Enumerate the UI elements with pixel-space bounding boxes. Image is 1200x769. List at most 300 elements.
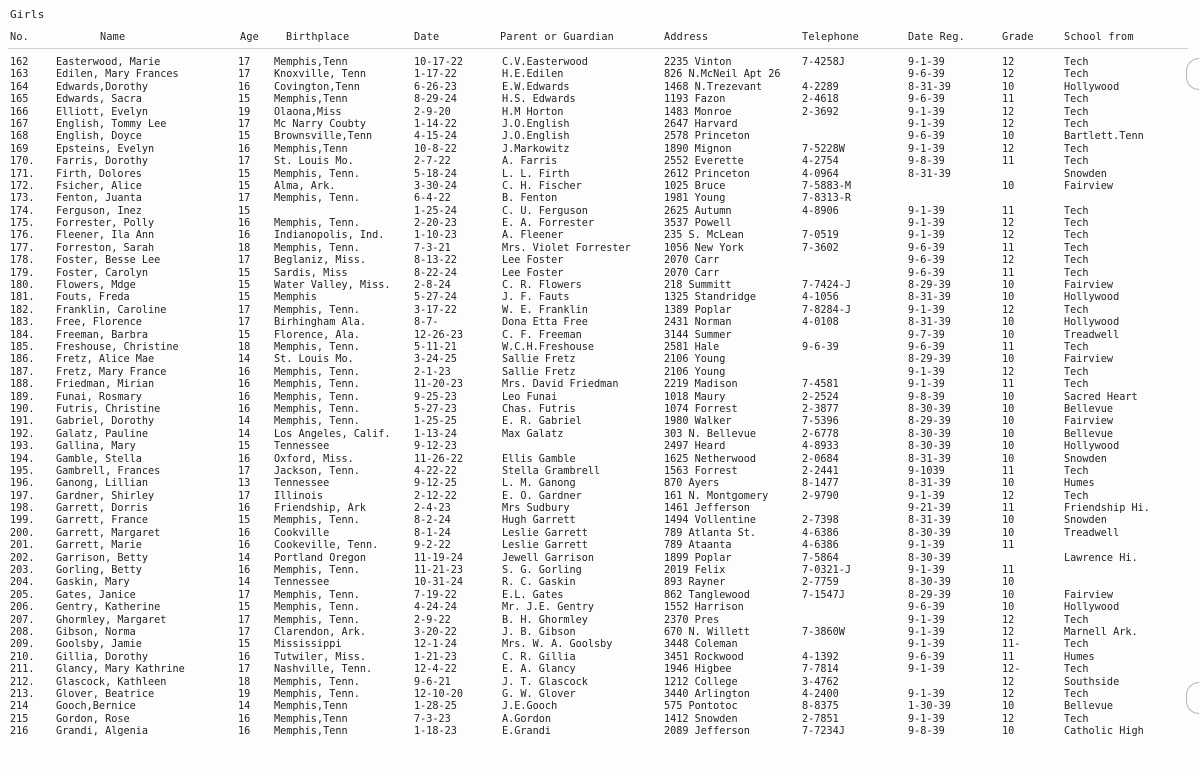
cell-date-reg: 8-31-39 (908, 81, 951, 93)
cell-name: Edwards, Sacra (56, 94, 142, 106)
cell-name: Gillia, Dorothy (56, 651, 149, 663)
cell-birthplace: Memphis, Tenn. (274, 168, 360, 180)
cell-birth-date: 9-6-21 (414, 676, 451, 688)
cell-birth-date: 12-1-24 (414, 639, 457, 651)
cell-school-from: Humes (1064, 478, 1095, 490)
cell-birth-date: 2-9-22 (414, 614, 451, 626)
cell-no: 207. (10, 614, 35, 626)
cell-no: 177. (10, 242, 35, 254)
cell-grade: 11 (1002, 465, 1015, 477)
cell-grade: 11 (1002, 503, 1015, 515)
cell-grade: 10 (1002, 515, 1015, 527)
cell-name: Franklin, Caroline (56, 304, 167, 316)
header-grade: Grade (1002, 32, 1034, 43)
cell-school-from: Bartlett.Tenn (1064, 131, 1144, 143)
cell-address: 2647 Harvard (664, 118, 738, 130)
cell-address: 789 Ataanta (664, 540, 732, 552)
cell-address: 1981 Young (664, 193, 726, 205)
cell-date-reg: 9-1-39 (908, 118, 945, 130)
cell-date-reg: 8-30-39 (908, 441, 951, 453)
table-row (0, 491, 1200, 503)
cell-parent: S. G. Gorling (502, 565, 582, 577)
cell-age: 15 (238, 131, 251, 143)
cell-date-reg: 9-1-39 (908, 57, 945, 68)
cell-telephone: 7-7424-J (802, 280, 852, 292)
cell-birth-date: 10-31-24 (414, 577, 464, 589)
cell-birthplace: Sardis, Miss (274, 267, 348, 279)
cell-age: 17 (238, 465, 251, 477)
cell-school-from: Tech (1064, 267, 1089, 279)
cell-grade: 12 (1002, 676, 1015, 688)
cell-parent: W. E. Franklin (502, 304, 588, 316)
cell-grade: 12- (1002, 664, 1021, 676)
cell-birth-date: 9-2-22 (414, 540, 451, 552)
cell-age: 17 (238, 193, 251, 205)
cell-birthplace: Portland Oregon (274, 552, 367, 564)
cell-birthplace: Olaona,Miss (274, 106, 342, 118)
cell-telephone: 7-4581 (802, 379, 839, 391)
cell-age: 19 (238, 688, 251, 700)
cell-name: Farris, Dorothy (56, 156, 149, 168)
cell-birth-date: 1-28-25 (414, 701, 457, 713)
cell-parent: H.E.Edilen (502, 69, 564, 81)
cell-age: 17 (238, 626, 251, 638)
cell-age: 16 (238, 726, 251, 738)
cell-school-from: Fairview (1064, 354, 1114, 366)
cell-no: 182. (10, 304, 35, 316)
cell-grade: 10 (1002, 527, 1015, 539)
header-divider (8, 48, 1188, 49)
cell-no: 192. (10, 428, 35, 440)
cell-birthplace: Clarendon, Ark. (274, 626, 367, 638)
cell-telephone: 2-0684 (802, 453, 839, 465)
cell-birth-date: 3-20-22 (414, 626, 457, 638)
cell-address: 1625 Netherwood (664, 453, 757, 465)
cell-name: Fretz, Mary France (56, 366, 167, 378)
cell-grade: 12 (1002, 57, 1015, 68)
cell-birthplace: Memphis,Tenn (274, 726, 348, 738)
cell-grade: 10 (1002, 416, 1015, 428)
cell-no: 174. (10, 205, 35, 217)
cell-telephone: 4-2289 (802, 81, 839, 93)
table-row (0, 602, 1200, 614)
cell-school-from: Treadwell (1064, 527, 1120, 539)
cell-parent: Sallie Fretz (502, 366, 576, 378)
cell-birthplace: Jackson, Tenn. (274, 465, 360, 477)
cell-telephone: 8-1477 (802, 478, 839, 490)
cell-name: English, Doyce (56, 131, 142, 143)
cell-name: Gamble, Stella (56, 453, 142, 465)
cell-age: 16 (238, 143, 251, 155)
cell-no: 215 (10, 713, 29, 725)
cell-birth-date: 4-22-22 (414, 465, 457, 477)
cell-telephone: 7-5864 (802, 552, 839, 564)
cell-school-from: Tech (1064, 379, 1089, 391)
table-row (0, 416, 1200, 428)
table-row (0, 689, 1200, 701)
cell-date-reg: 8-30-39 (908, 428, 951, 440)
cell-telephone: 7-5883-M (802, 180, 852, 192)
cell-name: Elliott, Evelyn (56, 106, 149, 118)
cell-school-from: Tech (1064, 304, 1089, 316)
cell-age: 14 (238, 577, 251, 589)
cell-birthplace: Brownsville,Tenn (274, 131, 373, 143)
cell-parent: C. R. Gillia (502, 651, 576, 663)
cell-name: Glascock, Kathleen (56, 676, 167, 688)
cell-birthplace: Water Valley, Miss. (274, 280, 391, 292)
cell-parent: W.C.H.Freshouse (502, 341, 595, 353)
table-row (0, 528, 1200, 540)
cell-parent: E.L. Gates (502, 589, 564, 601)
table-row (0, 57, 1200, 69)
cell-address: 1193 Fazon (664, 94, 726, 106)
cell-address: 2625 Autumn (664, 205, 732, 217)
cell-address: 2431 Norman (664, 317, 732, 329)
cell-grade: 12 (1002, 304, 1015, 316)
cell-parent: C. H. Fischer (502, 180, 582, 192)
header-address: Address (664, 32, 709, 43)
cell-name: Gabriel, Dorothy (56, 416, 155, 428)
cell-birthplace: Memphis, Tenn. (274, 218, 360, 230)
cell-no: 210. (10, 651, 35, 663)
cell-name: Garrett, France (56, 515, 149, 527)
cell-birthplace: Memphis (274, 292, 317, 304)
table-row (0, 230, 1200, 242)
cell-no: 163 (10, 69, 29, 81)
table-row (0, 677, 1200, 689)
cell-age: 16 (238, 81, 251, 93)
cell-date-reg: 9-1-39 (908, 106, 945, 118)
cell-birth-date: 7-3-23 (414, 713, 451, 725)
cell-no: 172. (10, 180, 35, 192)
cell-name: Epsteins, Evelyn (56, 143, 155, 155)
cell-date-reg: 8-30-39 (908, 403, 951, 415)
cell-address: 893 Rayner (664, 577, 726, 589)
cell-no: 169 (10, 143, 29, 155)
cell-date-reg: 8-31-39 (908, 478, 951, 490)
sheet-title: Girls (10, 8, 45, 21)
cell-parent: Max Galatz (502, 428, 564, 440)
cell-grade: 10 (1002, 354, 1015, 366)
cell-birth-date: 2-20-23 (414, 218, 457, 230)
cell-grade: 10 (1002, 403, 1015, 415)
cell-parent: G. W. Glover (502, 688, 576, 700)
table-row (0, 107, 1200, 119)
table-row (0, 292, 1200, 304)
cell-no: 166 (10, 106, 29, 118)
header-school-from: School from (1064, 32, 1134, 43)
cell-date-reg: 9-1-39 (908, 366, 945, 378)
table-row (0, 466, 1200, 478)
cell-telephone: 4-0108 (802, 317, 839, 329)
cell-grade: 10 (1002, 329, 1015, 341)
cell-birthplace: St. Louis Mo. (274, 156, 354, 168)
cell-grade: 10 (1002, 391, 1015, 403)
cell-no: 170. (10, 156, 35, 168)
cell-grade: 10 (1002, 292, 1015, 304)
cell-date-reg: 9-6-39 (908, 255, 945, 267)
cell-school-from: Tech (1064, 57, 1089, 68)
cell-birth-date: 2-9-20 (414, 106, 451, 118)
cell-name: Foster, Carolyn (56, 267, 149, 279)
cell-birth-date: 11-19-24 (414, 552, 464, 564)
cell-birth-date: 1-21-23 (414, 651, 457, 663)
table-row (0, 268, 1200, 280)
cell-no: 199. (10, 515, 35, 527)
cell-school-from: Tech (1064, 106, 1089, 118)
cell-school-from: Fairview (1064, 416, 1114, 428)
cell-age: 17 (238, 589, 251, 601)
cell-parent: Hugh Garrett (502, 515, 576, 527)
cell-birth-date: 11-20-23 (414, 379, 464, 391)
cell-name: Fleener, Ila Ann (56, 230, 155, 242)
cell-age: 17 (238, 664, 251, 676)
cell-no: 190. (10, 403, 35, 415)
cell-address: 303 N. Bellevue (664, 428, 757, 440)
cell-name: Gordon, Rose (56, 713, 130, 725)
table-row (0, 404, 1200, 416)
cell-grade: 11 (1002, 651, 1015, 663)
cell-school-from: Tech (1064, 156, 1089, 168)
table-row (0, 69, 1200, 81)
cell-no: 195. (10, 465, 35, 477)
cell-birth-date: 10-17-22 (414, 57, 464, 68)
header-no: No. (10, 32, 30, 43)
cell-name: Forreston, Sarah (56, 242, 155, 254)
table-row (0, 515, 1200, 527)
cell-grade: 12 (1002, 366, 1015, 378)
header-parent: Parent or Guardian (500, 32, 615, 43)
cell-date-reg: 9-1-39 (908, 688, 945, 700)
cell-grade: 10 (1002, 701, 1015, 713)
cell-telephone: 2-7851 (802, 713, 839, 725)
cell-birthplace: Memphis, Tenn. (274, 515, 360, 527)
header-date: Date (414, 32, 440, 43)
cell-address: 670 N. Willett (664, 626, 750, 638)
cell-address: 1212 College (664, 676, 738, 688)
cell-parent: J. B. Gibson (502, 626, 576, 638)
cell-date-reg: 9-1-39 (908, 565, 945, 577)
cell-school-from: Tech (1064, 242, 1089, 254)
cell-grade: 10 (1002, 428, 1015, 440)
cell-name: Forrester, Polly (56, 218, 155, 230)
cell-telephone: 2-2441 (802, 465, 839, 477)
cell-birthplace: Florence, Ala. (274, 329, 360, 341)
table-row (0, 181, 1200, 193)
cell-birthplace: Tennessee (274, 478, 330, 490)
cell-date-reg: 8-31-39 (908, 317, 951, 329)
cell-age: 16 (238, 565, 251, 577)
cell-parent: Dona Etta Free (502, 317, 588, 329)
cell-grade: 10 (1002, 131, 1015, 143)
cell-age: 16 (238, 230, 251, 242)
table-header (0, 31, 1200, 47)
cell-name: Ganong, Lillian (56, 478, 149, 490)
cell-birth-date: 8-7- (414, 317, 439, 329)
cell-date-reg: 8-31-39 (908, 168, 951, 180)
cell-age: 17 (238, 614, 251, 626)
cell-age: 17 (238, 490, 251, 502)
cell-name: Ghormley, Margaret (56, 614, 167, 626)
cell-name: Garrett, Marie (56, 540, 142, 552)
cell-name: English, Tommy Lee (56, 118, 167, 130)
cell-grade: 11 (1002, 565, 1015, 577)
cell-birth-date: 1-10-23 (414, 230, 457, 242)
cell-no: 208. (10, 626, 35, 638)
cell-school-from: Tech (1064, 688, 1089, 700)
cell-address: 1494 Vollentine (664, 515, 757, 527)
cell-date-reg: 8-29-39 (908, 354, 951, 366)
cell-address: 1483 Monroe (664, 106, 732, 118)
cell-address: 235 S. McLean (664, 230, 744, 242)
table-row (0, 342, 1200, 354)
cell-birthplace: Los Angeles, Calif. (274, 428, 391, 440)
cell-address: 1899 Poplar (664, 552, 732, 564)
cell-birthplace: Memphis, Tenn. (274, 602, 360, 614)
cell-address: 3537 Powell (664, 218, 732, 230)
cell-date-reg: 9-1-39 (908, 626, 945, 638)
cell-birthplace: Covington,Tenn (274, 81, 360, 93)
cell-grade: 12 (1002, 106, 1015, 118)
cell-birth-date: 3-24-25 (414, 354, 457, 366)
cell-date-reg: 9-8-39 (908, 156, 945, 168)
cell-birth-date: 2-8-24 (414, 280, 451, 292)
cell-age: 15 (238, 267, 251, 279)
binder-hole-mark (1186, 682, 1199, 714)
cell-date-reg: 9-1-39 (908, 304, 945, 316)
cell-no: 193. (10, 441, 35, 453)
cell-age: 16 (238, 366, 251, 378)
cell-date-reg: 9-1-39 (908, 639, 945, 651)
cell-address: 1025 Bruce (664, 180, 726, 192)
table-row (0, 131, 1200, 143)
cell-birthplace: Knoxville, Tenn (274, 69, 367, 81)
cell-parent: A.Gordon (502, 713, 552, 725)
table-row (0, 280, 1200, 292)
cell-school-from: Tech (1064, 713, 1089, 725)
table-row (0, 639, 1200, 651)
cell-no: 164 (10, 81, 29, 93)
cell-name: Glover, Beatrice (56, 688, 155, 700)
cell-grade: 12 (1002, 490, 1015, 502)
cell-parent: Leo Funai (502, 391, 558, 403)
cell-address: 2070 Carr (664, 255, 720, 267)
cell-grade: 12 (1002, 218, 1015, 230)
table-row (0, 379, 1200, 391)
cell-telephone: 7-3860W (802, 626, 845, 638)
cell-school-from: Tech (1064, 664, 1089, 676)
cell-age: 15 (238, 280, 251, 292)
cell-school-from: Fairview (1064, 180, 1114, 192)
cell-no: 185. (10, 341, 35, 353)
cell-parent: Leslie Garrett (502, 540, 588, 552)
cell-birthplace: Tutwiler, Miss. (274, 651, 367, 663)
table-row (0, 454, 1200, 466)
cell-school-from: Hollywood (1064, 292, 1120, 304)
cell-parent: Stella Grambrell (502, 465, 601, 477)
cell-date-reg: 9-6-39 (908, 341, 945, 353)
cell-age: 16 (238, 379, 251, 391)
cell-address: 2070 Carr (664, 267, 720, 279)
cell-date-reg: 8-31-39 (908, 453, 951, 465)
header-birthplace: Birthplace (286, 32, 350, 43)
cell-no: 181. (10, 292, 35, 304)
cell-telephone: 4-1056 (802, 292, 839, 304)
cell-no: 167 (10, 118, 29, 130)
cell-birth-date: 1-14-22 (414, 118, 457, 130)
cell-telephone: 2-3692 (802, 106, 839, 118)
cell-birthplace: Memphis, Tenn. (274, 589, 360, 601)
cell-school-from: Marnell Ark. (1064, 626, 1138, 638)
cell-no: 165 (10, 94, 29, 106)
cell-address: 3448 Coleman (664, 639, 738, 651)
table-row (0, 565, 1200, 577)
cell-telephone: 7-0519 (802, 230, 839, 242)
table-row (0, 540, 1200, 552)
cell-birthplace: Illinois (274, 490, 324, 502)
cell-birthplace: Mc Narry Coubty (274, 118, 367, 130)
cell-age: 15 (238, 205, 251, 217)
cell-telephone: 2-6778 (802, 428, 839, 440)
cell-grade: 10 (1002, 478, 1015, 490)
cell-address: 2581 Hale (664, 341, 720, 353)
cell-birthplace: Memphis, Tenn. (274, 565, 360, 577)
cell-name: Fouts, Freda (56, 292, 130, 304)
cell-no: 205. (10, 589, 35, 601)
cell-no: 201. (10, 540, 35, 552)
cell-birth-date: 3-17-22 (414, 304, 457, 316)
cell-address: 1468 N.Trezevant (664, 81, 763, 93)
cell-birthplace: Memphis,Tenn (274, 143, 348, 155)
cell-address: 2497 Heard (664, 441, 726, 453)
cell-date-reg: 9-1-39 (908, 713, 945, 725)
cell-parent: Mrs Sudbury (502, 503, 570, 515)
cell-birth-date: 12-10-20 (414, 688, 464, 700)
cell-date-reg: 8-30-39 (908, 577, 951, 589)
cell-grade: 10 (1002, 453, 1015, 465)
cell-birthplace: Indianopolis, Ind. (274, 230, 385, 242)
cell-parent: Lee Foster (502, 255, 564, 267)
cell-grade: 10 (1002, 280, 1015, 292)
header-name: Name (100, 32, 126, 43)
cell-school-from: Fairview (1064, 280, 1114, 292)
cell-birthplace: Mississippi (274, 639, 342, 651)
cell-birth-date: 2-1-23 (414, 366, 451, 378)
table-row (0, 577, 1200, 589)
cell-parent: R. C. Gaskin (502, 577, 576, 589)
cell-birthplace: Memphis,Tenn (274, 94, 348, 106)
cell-school-from: Hollywood (1064, 602, 1120, 614)
cell-school-from: Humes (1064, 651, 1095, 663)
cell-age: 15 (238, 639, 251, 651)
cell-birth-date: 4-15-24 (414, 131, 457, 143)
cell-parent: Mrs. W. A. Goolsby (502, 639, 613, 651)
cell-school-from: Hollywood (1064, 81, 1120, 93)
cell-address: 3451 Rockwood (664, 651, 744, 663)
cell-parent: B. H. Ghormley (502, 614, 588, 626)
cell-date-reg: 9-6-39 (908, 69, 945, 81)
table-row (0, 305, 1200, 317)
cell-name: Gardner, Shirley (56, 490, 155, 502)
cell-parent: E.W.Edwards (502, 81, 570, 93)
cell-grade: 10 (1002, 577, 1015, 589)
cell-birthplace: Oxford, Miss. (274, 453, 354, 465)
table-row (0, 664, 1200, 676)
cell-telephone: 2-9790 (802, 490, 839, 502)
cell-parent: C. R. Flowers (502, 280, 582, 292)
cell-name: Garrett, Margaret (56, 527, 161, 539)
cell-address: 2235 Vinton (664, 57, 732, 68)
